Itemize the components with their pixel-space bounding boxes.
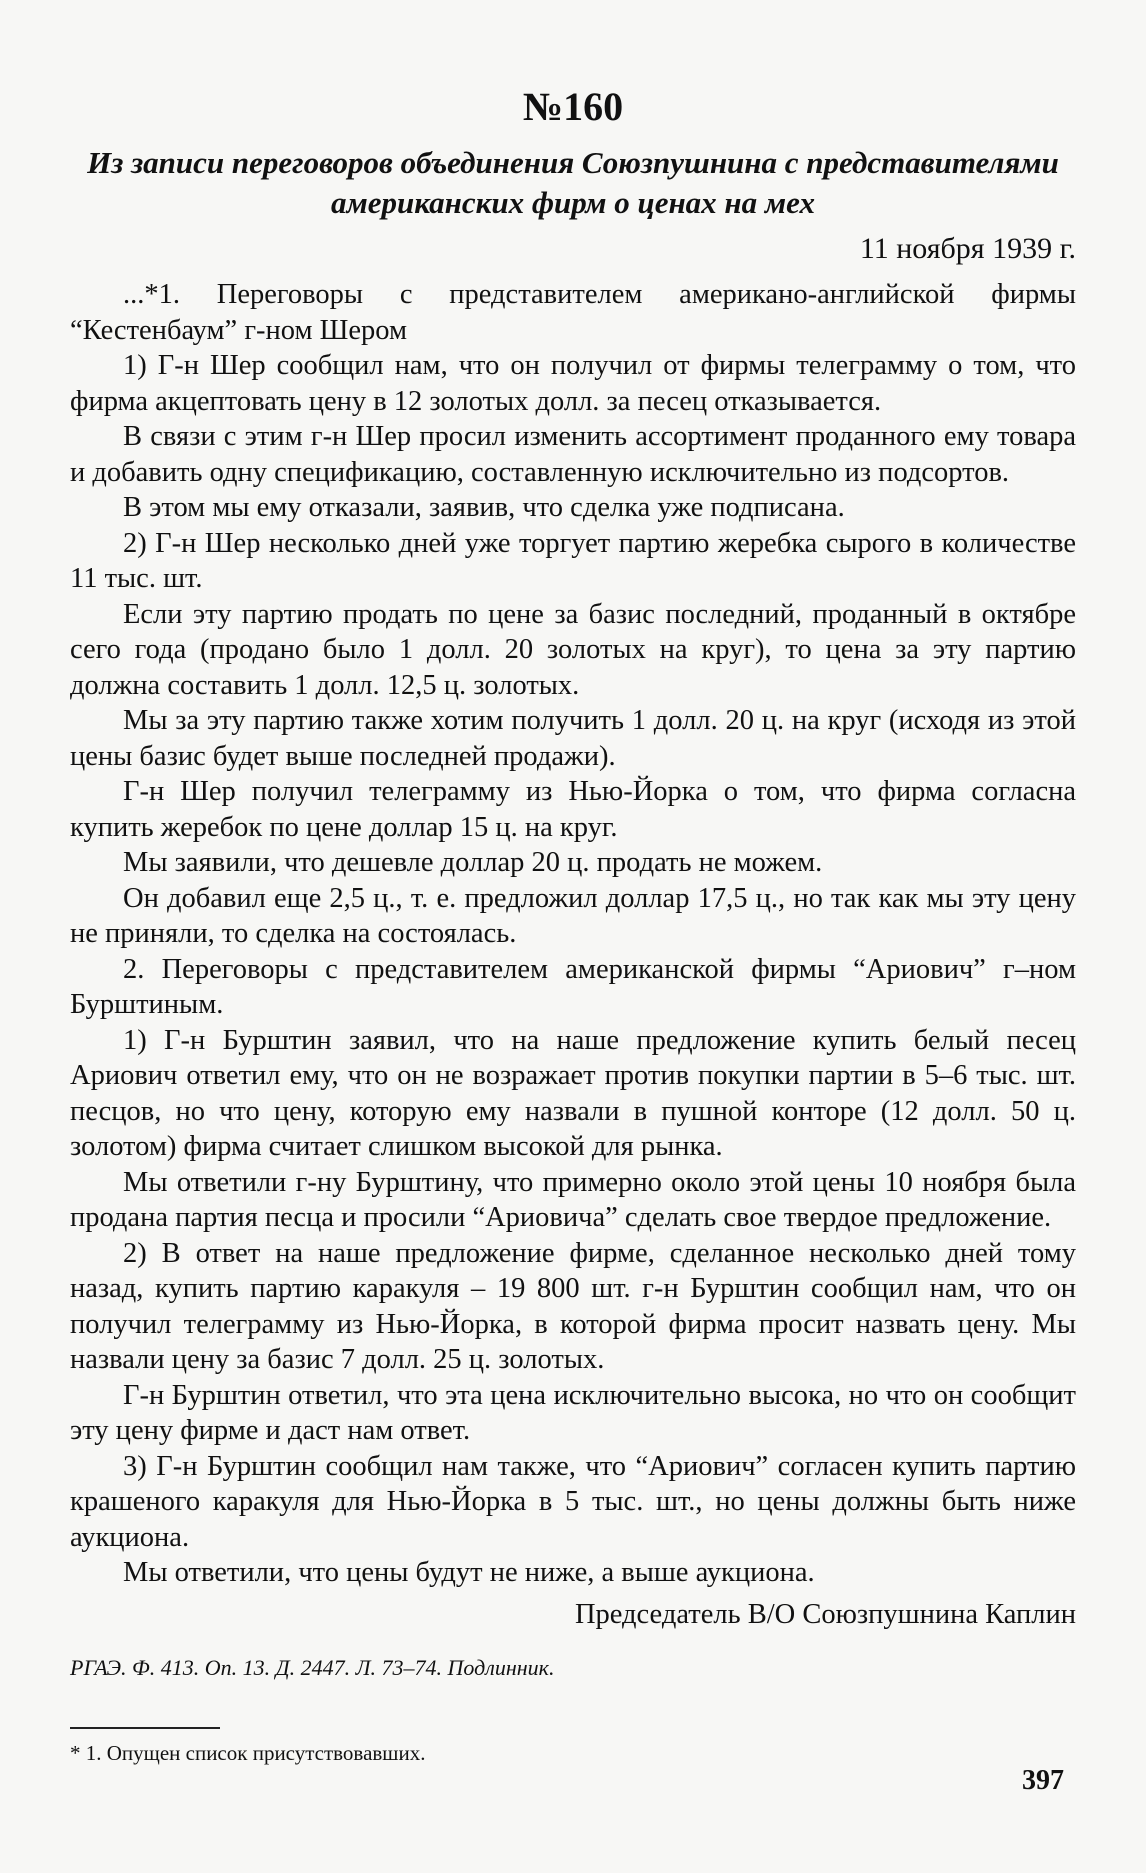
signature: Председатель В/О Союзпушнина Каплин — [574, 1598, 1076, 1630]
page-number: 397 — [1022, 1765, 1064, 1796]
paragraph: ...*1. Переговоры с представителем американо-английской фирмы “Кестенбаум” г-ном Шером — [70, 279, 1076, 346]
paragraph: Он добавил еще 2,5 ц., т. е. предложил доллар 17,5 ц., но так как мы эту цену не приняли, то сделка на состоялась. — [70, 882, 1076, 949]
document-title: Из записи переговоров объединения Союзпушнина с представителями американских фирм о ценах на мех — [87, 145, 1059, 220]
paragraph: 1) Г-н Шер сообщил нам, что он получил от фирмы телеграмму о том, что фирма акцептовать цену в 12 золотых долл. за песец отказывается. — [70, 350, 1076, 417]
paragraph: Г-н Шер получил телеграмму из Нью-Йорка о том, что фирма согласна купить жеребок по цене доллар 15 ц. на круг. — [70, 776, 1076, 843]
paragraph: Мы ответили г-ну Бурштину, что примерно около этой цены 10 ноября была продана партия песца и просили “Ариовича” сделать свое твердое предложение. — [70, 1166, 1076, 1233]
paragraph: 2) Г-н Шер несколько дней уже торгует партию жеребка сырого в количестве 11 тыс. шт. — [70, 527, 1076, 594]
paragraph: Мы заявили, что дешевле доллар 20 ц. продать не можем. — [123, 847, 823, 878]
paragraph: 2) В ответ на наше предложение фирме, сделанное несколько дней тому назад, купить партию каракуля – 19 800 шт. г-н Бурштин сообщил нам, что он получил телеграмму из Нью-Йорка, в которой фирма просит назвать цену. Мы назвали цену за базис 7 долл. 25 ц. золотых. — [70, 1237, 1076, 1375]
footnote: * 1. Опущен список присутствовавших. — [70, 1740, 426, 1765]
paragraph: Мы ответили, что цены будут не ниже, а выше аукциона. — [123, 1557, 815, 1588]
paragraph: 2. Переговоры с представителем американской фирмы “Ариович” г–ном Бурштиным. — [70, 953, 1076, 1020]
document-number: №160 — [522, 84, 624, 129]
paragraph: Г-н Бурштин ответил, что эта цена исключительно высока, но что он сообщит эту цену фирме и даст нам ответ. — [70, 1379, 1076, 1446]
paragraph: 3) Г-н Бурштин сообщил нам также, что “Ариович” согласен купить партию крашеного каракуля для Нью-Йорка в 5 тыс. шт., но цены должны быть ниже аукциона. — [70, 1450, 1076, 1553]
archive-source: РГАЭ. Ф. 413. Оп. 13. Д. 2447. Л. 73–74. Подлинник. — [70, 1654, 555, 1680]
document-date: 11 ноября 1939 г. — [859, 232, 1076, 265]
paragraph: В связи с этим г-н Шер просил изменить ассортимент проданного ему товара и добавить одну спецификацию, составленную исключительно из подсортов. — [70, 421, 1076, 488]
paragraph: В этом мы ему отказали, заявив, что сделка уже подписана. — [123, 492, 845, 523]
paragraph: Если эту партию продать по цене за базис последний, проданный в октябре сего года (продано было 1 долл. 20 золотых на круг), то цена за эту партию должна составить 1 долл. 12,5 ц. золотых. — [70, 598, 1076, 701]
document-body — [70, 277, 1076, 1591]
paragraph: Мы за эту партию также хотим получить 1 долл. 20 ц. на круг (исходя из этой цены базис будет выше последней продажи). — [70, 705, 1076, 772]
footnote-divider — [70, 1727, 220, 1729]
paragraph: 1) Г-н Бурштин заявил, что на наше предложение купить белый песец Ариович ответил ему, что он не возражает против покупки партии в 5–6 тыс. шт. песцов, но что цену, которую ему назвали в пушной конторе (12 долл. 50 ц. золотом) фирма считает слишком высокой для рынка. — [70, 1024, 1076, 1162]
